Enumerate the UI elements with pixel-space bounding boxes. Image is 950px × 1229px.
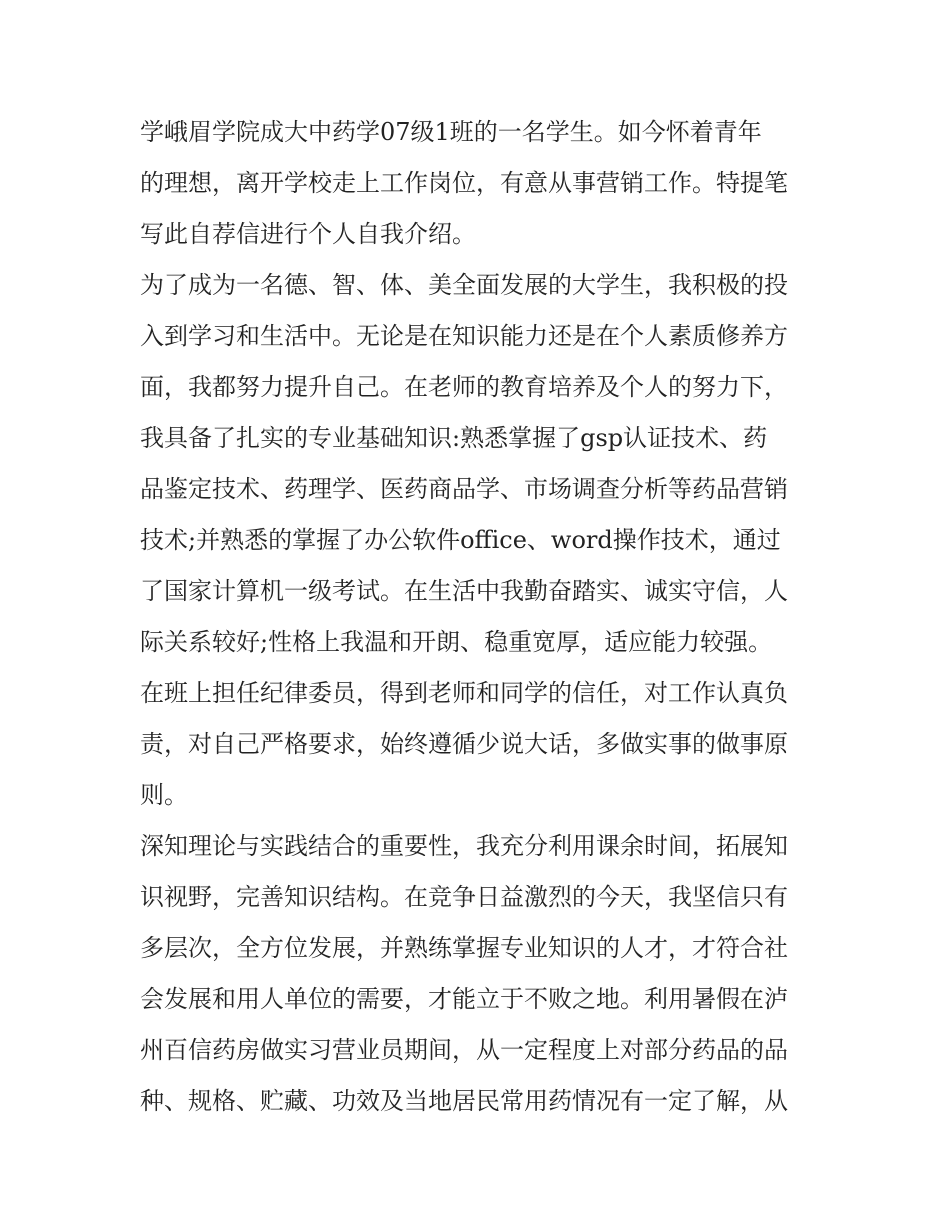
body-text [140,107,830,1127]
text-line: 学峨眉学院成大中药学07级1班的一名学生。如今怀着青年 [140,118,762,146]
text-line: 面，我都努力提升自己。在老师的教育培养及个人的努力下， [140,373,788,401]
text-line: 为了成为一名德、智、体、美全面发展的大学生，我积极的投 [140,271,788,299]
text-line: 入到学习和生活中。无论是在知识能力还是在个人素质修养方 [140,322,788,350]
text-line: 识视野，完善知识结构。在竞争日益激烈的今天，我坚信只有 [140,883,788,911]
text-line: 的理想，离开学校走上工作岗位，有意从事营销工作。特提笔 [140,169,788,197]
text-line: 在班上担任纪律委员，得到老师和同学的信任，对工作认真负 [140,679,788,707]
text-line: 深知理论与实践结合的重要性，我充分利用课余时间，拓展知 [140,832,788,860]
text-line: 了国家计算机一级考试。在生活中我勤奋踏实、诚实守信，人 [140,577,788,605]
text-line: 技术;并熟悉的掌握了办公软件office、word操作技术，通过 [140,526,781,554]
text-line: 品鉴定技术、药理学、医药商品学、市场调查分析等药品营销 [140,475,788,503]
text-line: 我具备了扎实的专业基础知识:熟悉掌握了gsp认证技术、药 [140,424,768,452]
text-line: 则。 [140,781,188,809]
text-line: 责，对自己严格要求，始终遵循少说大话，多做实事的做事原 [140,730,788,758]
text-line: 种、规格、贮藏、功效及当地居民常用药情况有一定了解，从 [140,1087,788,1115]
text-line: 会发展和用人单位的需要，才能立于不败之地。利用暑假在泸 [140,985,788,1013]
text-line: 写此自荐信进行个人自我介绍。 [140,220,476,248]
text-line: 多层次，全方位发展，并熟练掌握专业知识的人才，才符合社 [140,934,788,962]
text-line: 际关系较好;性格上我温和开朗、稳重宽厚，适应能力较强。 [140,628,773,656]
text-line: 州百信药房做实习营业员期间，从一定程度上对部分药品的品 [140,1036,788,1064]
